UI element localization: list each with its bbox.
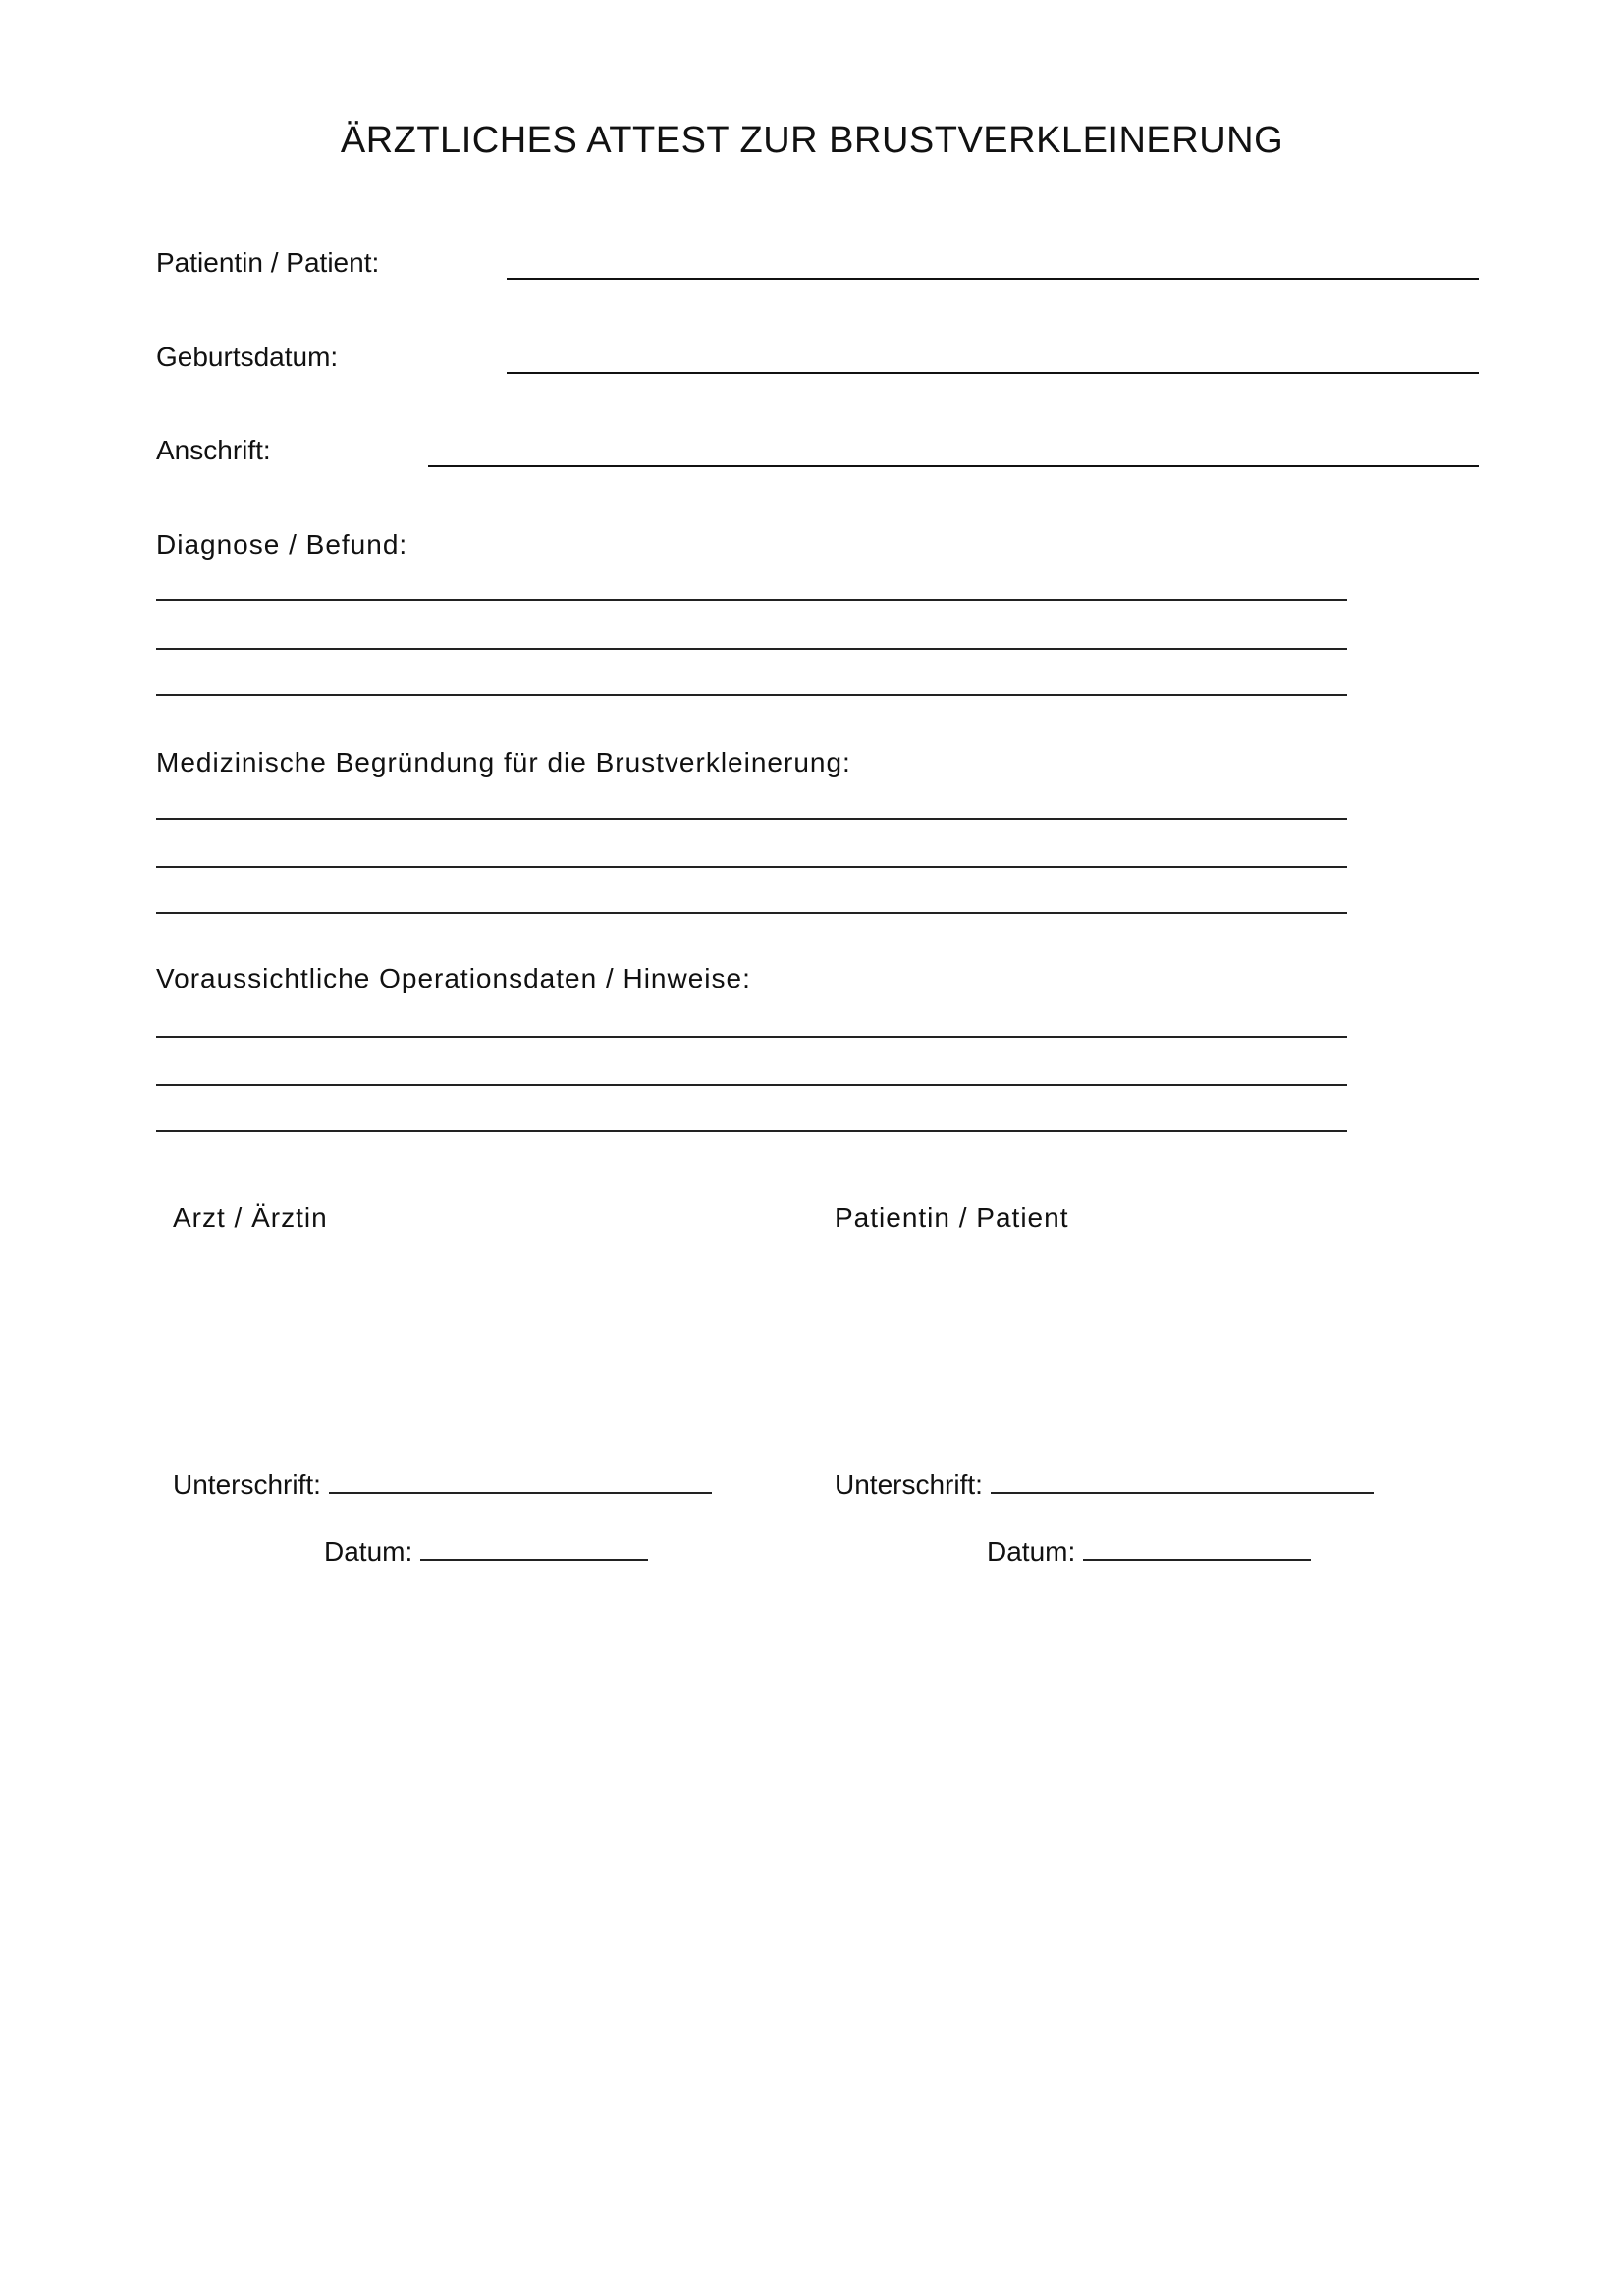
patient-label: Patientin / Patient:	[156, 247, 380, 278]
patient-signature-field[interactable]	[991, 1491, 1374, 1494]
patient-date-label: Datum:	[987, 1536, 1076, 1567]
surgery-line-3[interactable]	[156, 1130, 1347, 1132]
diagnosis-line-1[interactable]	[156, 599, 1347, 601]
surgery-line-1[interactable]	[156, 1036, 1347, 1038]
document-title: ÄRZTLICHES ATTEST ZUR BRUSTVERKLEINERUNG	[340, 120, 1284, 161]
justification-line-2[interactable]	[156, 866, 1347, 868]
diagnosis-line-2[interactable]	[156, 648, 1347, 650]
justification-line-3[interactable]	[156, 912, 1347, 914]
patient-heading: Patientin / Patient	[835, 1202, 1069, 1233]
doctor-date-field[interactable]	[420, 1558, 648, 1561]
doctor-date-row	[324, 1536, 648, 1568]
justification-line-1[interactable]	[156, 818, 1347, 820]
doctor-signature-row	[173, 1469, 712, 1501]
diagnosis-line-3[interactable]	[156, 694, 1347, 696]
justification-label: Medizinische Begründung für die Brustverkleinerung:	[156, 747, 851, 777]
doctor-date-label: Datum:	[324, 1536, 413, 1567]
doctor-heading: Arzt / Ärztin	[173, 1202, 328, 1233]
diagnosis-label: Diagnose / Befund:	[156, 529, 408, 560]
doctor-signature-field[interactable]	[329, 1491, 712, 1494]
patient-date-row	[987, 1536, 1311, 1568]
patient-signature-label: Unterschrift:	[835, 1469, 983, 1500]
surgery-label: Voraussichtliche Operationsdaten / Hinweise:	[156, 963, 751, 993]
birthdate-label: Geburtsdatum:	[156, 342, 339, 372]
birthdate-field[interactable]	[507, 372, 1479, 374]
surgery-line-2[interactable]	[156, 1084, 1347, 1086]
patient-signature-row	[835, 1469, 1374, 1501]
address-field[interactable]	[428, 465, 1479, 467]
address-label: Anschrift:	[156, 435, 271, 465]
doctor-signature-label: Unterschrift:	[173, 1469, 321, 1500]
patient-date-field[interactable]	[1083, 1558, 1311, 1561]
patient-field[interactable]	[507, 278, 1479, 280]
